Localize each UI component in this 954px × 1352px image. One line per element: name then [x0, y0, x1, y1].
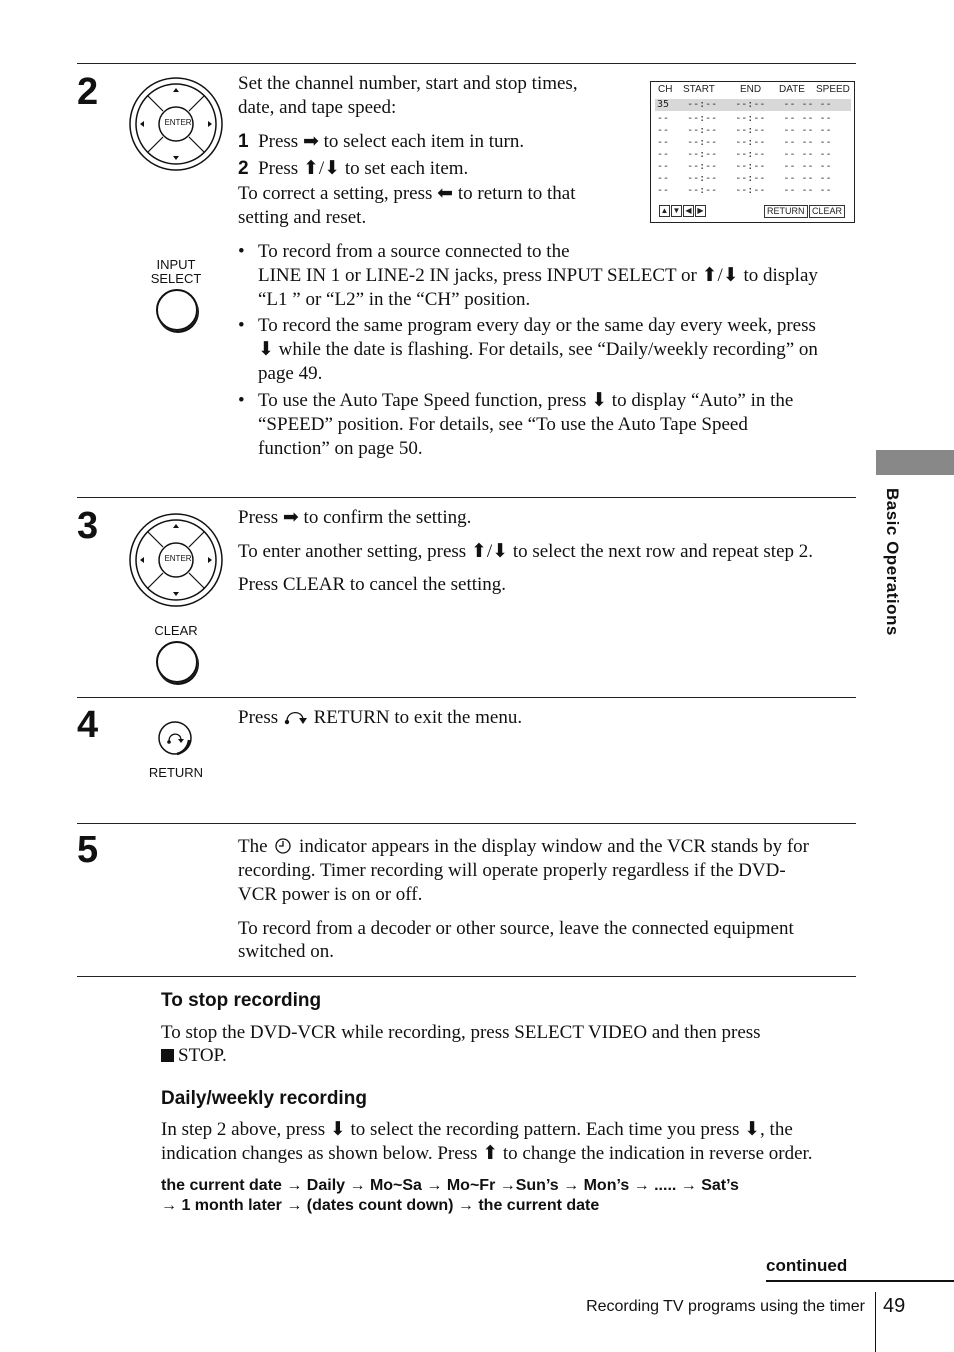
- section-side-title: Basic Operations: [883, 488, 902, 636]
- step3-line-2: To enter another setting, press ⬆/⬇ to select the next row and repeat step 2.: [238, 541, 814, 562]
- input-select-label-2: SELECT: [150, 271, 202, 286]
- right-arrow-icon: ➡: [302, 131, 319, 152]
- step5-p1-line1: The indicator appears in the display window and the VCR stands by for: [238, 836, 809, 857]
- right-arrow-icon: ➡: [282, 507, 299, 528]
- osd-row: -- --:-- --:-- -- -- --: [657, 125, 832, 136]
- footer-divider: [875, 1292, 876, 1352]
- stop-recording-heading: To stop recording: [161, 990, 322, 1011]
- step3-line-1: Press ➡ to confirm the setting.: [238, 507, 472, 528]
- step5-p2-line2: switched on.: [238, 941, 335, 962]
- osd-header-end: END: [740, 84, 762, 95]
- osd-row: -- --:-- --:-- -- -- --: [657, 161, 832, 172]
- daily-line1: In step 2 above, press ⬇ to select the recording pattern. Each time you press ⬇, the: [161, 1119, 793, 1140]
- return-arrow-icon: [283, 708, 309, 726]
- clear-button-icon: [156, 641, 198, 683]
- input-select-label-1: INPUT: [156, 257, 196, 272]
- step-divider: [77, 497, 856, 498]
- footer-section-title: Recording TV programs using the timer: [586, 1298, 865, 1315]
- up-down-arrow-icon: ⬆/⬇: [302, 158, 341, 179]
- pattern-sequence-line2: → 1 month later → (dates count down) → the current date: [161, 1197, 600, 1214]
- bullet-daily-weekly: • To record the same program every day or the same day every week, press ⬇ while the date is flashing. For details, see “Daily/weekly recording” on page 49.: [238, 314, 858, 386]
- up-down-arrow-icon: ⬆/⬇: [701, 265, 739, 286]
- timer-menu-screen: [650, 81, 855, 223]
- step2-substep-1: 1 Press ➡ to select each item in turn.: [238, 131, 525, 152]
- pattern-sequence-line1: the current date → Daily → Mo~Sa → Mo~Fr →Sun’s → Mon’s → ..... → Sat’s: [161, 1177, 739, 1194]
- osd-header-date: DATE: [779, 84, 805, 95]
- down-arrow-icon: ⬇: [258, 339, 274, 360]
- input-select-button-icon: [156, 289, 198, 331]
- stop-recording-line2: STOP.: [161, 1044, 227, 1068]
- down-arrow-icon: ⬇: [744, 1119, 761, 1140]
- enter-label: ENTER: [164, 554, 192, 563]
- osd-return-button: RETURN: [764, 205, 808, 218]
- step3-line-3: Press CLEAR to cancel the setting.: [238, 574, 507, 595]
- up-arrow-icon: ▲: [660, 206, 669, 215]
- page-number: 49: [883, 1295, 906, 1317]
- stop-square-icon: [161, 1049, 174, 1062]
- step2-correct-2: setting and reset.: [238, 207, 367, 228]
- timer-clock-icon: [274, 837, 292, 855]
- step-3-number: 3: [77, 505, 99, 547]
- up-down-arrow-icon: ⬆/⬇: [470, 541, 509, 562]
- return-button-icon: [157, 720, 195, 758]
- daily-weekly-heading: Daily/weekly recording: [161, 1088, 367, 1109]
- right-arrow-icon: ▶: [695, 205, 706, 217]
- step-2-number: 2: [77, 71, 99, 113]
- osd-header-speed: SPEED: [816, 84, 850, 95]
- step5-p1-line2: recording. Timer recording will operate properly regardless if the DVD-: [238, 860, 786, 881]
- section-end-rule: [77, 976, 856, 977]
- step-4-number: 4: [77, 704, 99, 746]
- bullet-auto-speed: • To use the Auto Tape Speed function, press ⬇ to display “Auto” in the “SPEED” position. For details, see “To use the Auto Tape Speed function” on page 50.: [238, 389, 858, 461]
- step2-correct-1: To correct a setting, press ⬅ to return to that: [238, 183, 576, 204]
- step2-intro-1: Set the channel number, start and stop times,: [238, 73, 578, 94]
- up-arrow-icon: ⬆: [482, 1143, 499, 1164]
- down-arrow-icon: ⬇: [591, 390, 608, 411]
- top-rule: [77, 63, 856, 64]
- continued-rule: [766, 1280, 954, 1282]
- step4-line: Press RETURN to exit the menu.: [238, 707, 523, 728]
- osd-row: -- --:-- --:-- -- -- --: [657, 137, 832, 148]
- daily-line2: indication changes as shown below. Press ⬆ to change the indication in reverse order.: [161, 1143, 813, 1164]
- enter-label: ENTER: [164, 118, 192, 127]
- return-button-label: RETURN: [148, 765, 204, 780]
- step5-p1-line3: VCR power is on or off.: [238, 884, 423, 905]
- stop-recording-line1: To stop the DVD-VCR while recording, press SELECT VIDEO and then press: [161, 1022, 761, 1043]
- step2-substep-2: 2 Press ⬆/⬇ to set each item.: [238, 158, 469, 179]
- down-arrow-icon: ▼: [672, 206, 681, 215]
- left-arrow-icon: ◀: [683, 205, 694, 217]
- left-arrow-icon: ⬅: [437, 183, 454, 204]
- osd-header-start: START: [683, 84, 715, 95]
- bullet-line-in: • To record from a source connected to the LINE IN 1 or LINE-2 IN jacks, press INPUT SELECT or ⬆/⬇ to display “L1 ” or “L2” in the “CH” position.: [238, 240, 858, 312]
- step-divider: [77, 697, 856, 698]
- step-divider: [77, 823, 856, 824]
- down-arrow-icon: ⬇: [329, 1119, 346, 1140]
- clear-button-label: CLEAR: [154, 623, 198, 638]
- continued-label: continued: [766, 1256, 848, 1275]
- osd-header-ch: CH: [658, 84, 673, 95]
- step2-intro-2: date, and tape speed:: [238, 97, 397, 118]
- osd-row: -- --:-- --:-- -- -- --: [657, 149, 832, 160]
- osd-row: -- --:-- --:-- -- -- --: [657, 185, 832, 196]
- osd-row: -- --:-- --:-- -- -- --: [657, 113, 832, 124]
- step5-p2-line1: To record from a decoder or other source, leave the connected equipment: [238, 918, 794, 939]
- step-5-number: 5: [77, 829, 99, 871]
- osd-row: -- --:-- --:-- -- -- --: [657, 173, 832, 184]
- osd-row-selected: 35 --:-- --:-- -- -- --: [655, 99, 851, 111]
- osd-clear-button: CLEAR: [809, 205, 845, 218]
- section-tab-marker: [876, 450, 954, 475]
